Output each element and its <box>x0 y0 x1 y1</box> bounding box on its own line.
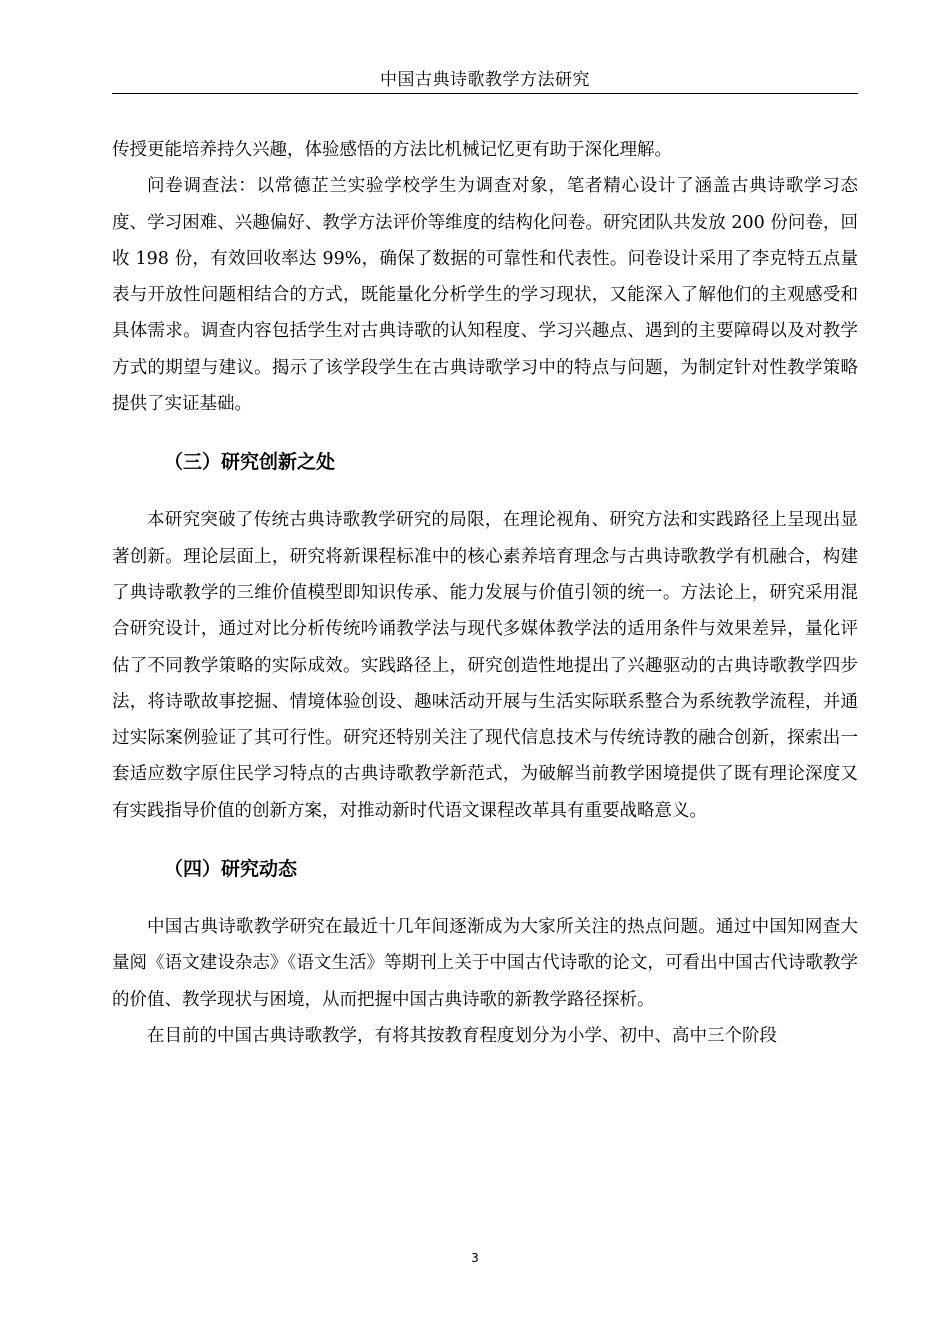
section-heading-research-trends: （四）研究动态 <box>164 858 298 881</box>
paragraph-questionnaire-method: 问卷调查法：以常德芷兰实验学校学生为调查对象，笔者精心设计了涵盖古典诗歌学习态度、学习困难、兴趣偏好、教学方法评价等维度的结构化问卷。研究团队共发放 200 份问卷，回收 198 份，有效回收率达 99%，确保了数据的可靠性和代表性。问卷设计采用了李克特五点量表与开放性问题相结合的方式，既能量化分析学生的学习现状，又能深入了解他们的主观感受和具体需求。调查内容包括学生对古典诗歌的认知程度、学习兴趣点、遇到的主要障碍以及对教学方式的期望与建议。揭示了该学段学生在古典诗歌学习中的特点与问题，为制定针对性教学策略提供了实证基础。 <box>112 176 858 415</box>
spacer <box>112 829 858 851</box>
spacer <box>112 887 858 909</box>
paragraph-teaching-stages: 在目前的中国古典诗歌教学，有将其按教育程度划分为小学、初中、高中三个阶段 <box>147 1025 777 1046</box>
paragraph-research-trends: 中国古典诗歌教学研究在最近十几年间逐渐成为大家所关注的热点问题。通过中国知网查大量阅《语文建设杂志》《语文生活》等期刊上关于中国古代诗歌的论文，可看出中国古代诗歌教学的价值、教学现状与困境，从而把握中国古典诗歌的新教学路径探析。 <box>112 917 858 1010</box>
page-header-title: 中国古典诗歌教学方法研究 <box>380 70 590 90</box>
paragraph-continuation: 传授更能培养持久兴趣，体验感悟的方法比机械记忆更有助于深化理解。 <box>112 140 672 160</box>
document-body <box>112 132 858 1054</box>
section-heading-innovation: （三）研究创新之处 <box>164 451 336 474</box>
spacer <box>112 422 858 444</box>
page-number: 3 <box>471 1251 479 1265</box>
paragraph-innovation: 本研究突破了传统古典诗歌教学研究的局限，在理论视角、研究方法和实践路径上呈现出显著创新。理论层面上，研究将新课程标准中的核心素养培育理念与古典诗歌教学有机融合，构建了典诗歌教学的三维价值模型即知识传承、能力发展与价值引领的统一。方法论上，研究采用混合研究设计，通过对比分析传统吟诵教学法与现代多媒体教学法的适用条件与效果差异，量化评估了不同教学策略的实际成效。实践路径上，研究创造性地提出了兴趣驱动的古典诗歌教学四步法，将诗歌故事挖掘、情境体验创设、趣味活动开展与生活实际联系整合为系统教学流程，并通过实际案例验证了其可行性。研究还特别关注了现代信息技术与传统诗教的融合创新，探索出一套适应数字原住民学习特点的古典诗歌教学新范式，为破解当前教学困境提供了既有理论深度又有实践指导价值的创新方案，对推动新时代语文课程改革具有重要战略意义。 <box>112 510 858 821</box>
spacer <box>112 480 858 502</box>
header-rule <box>112 93 858 94</box>
